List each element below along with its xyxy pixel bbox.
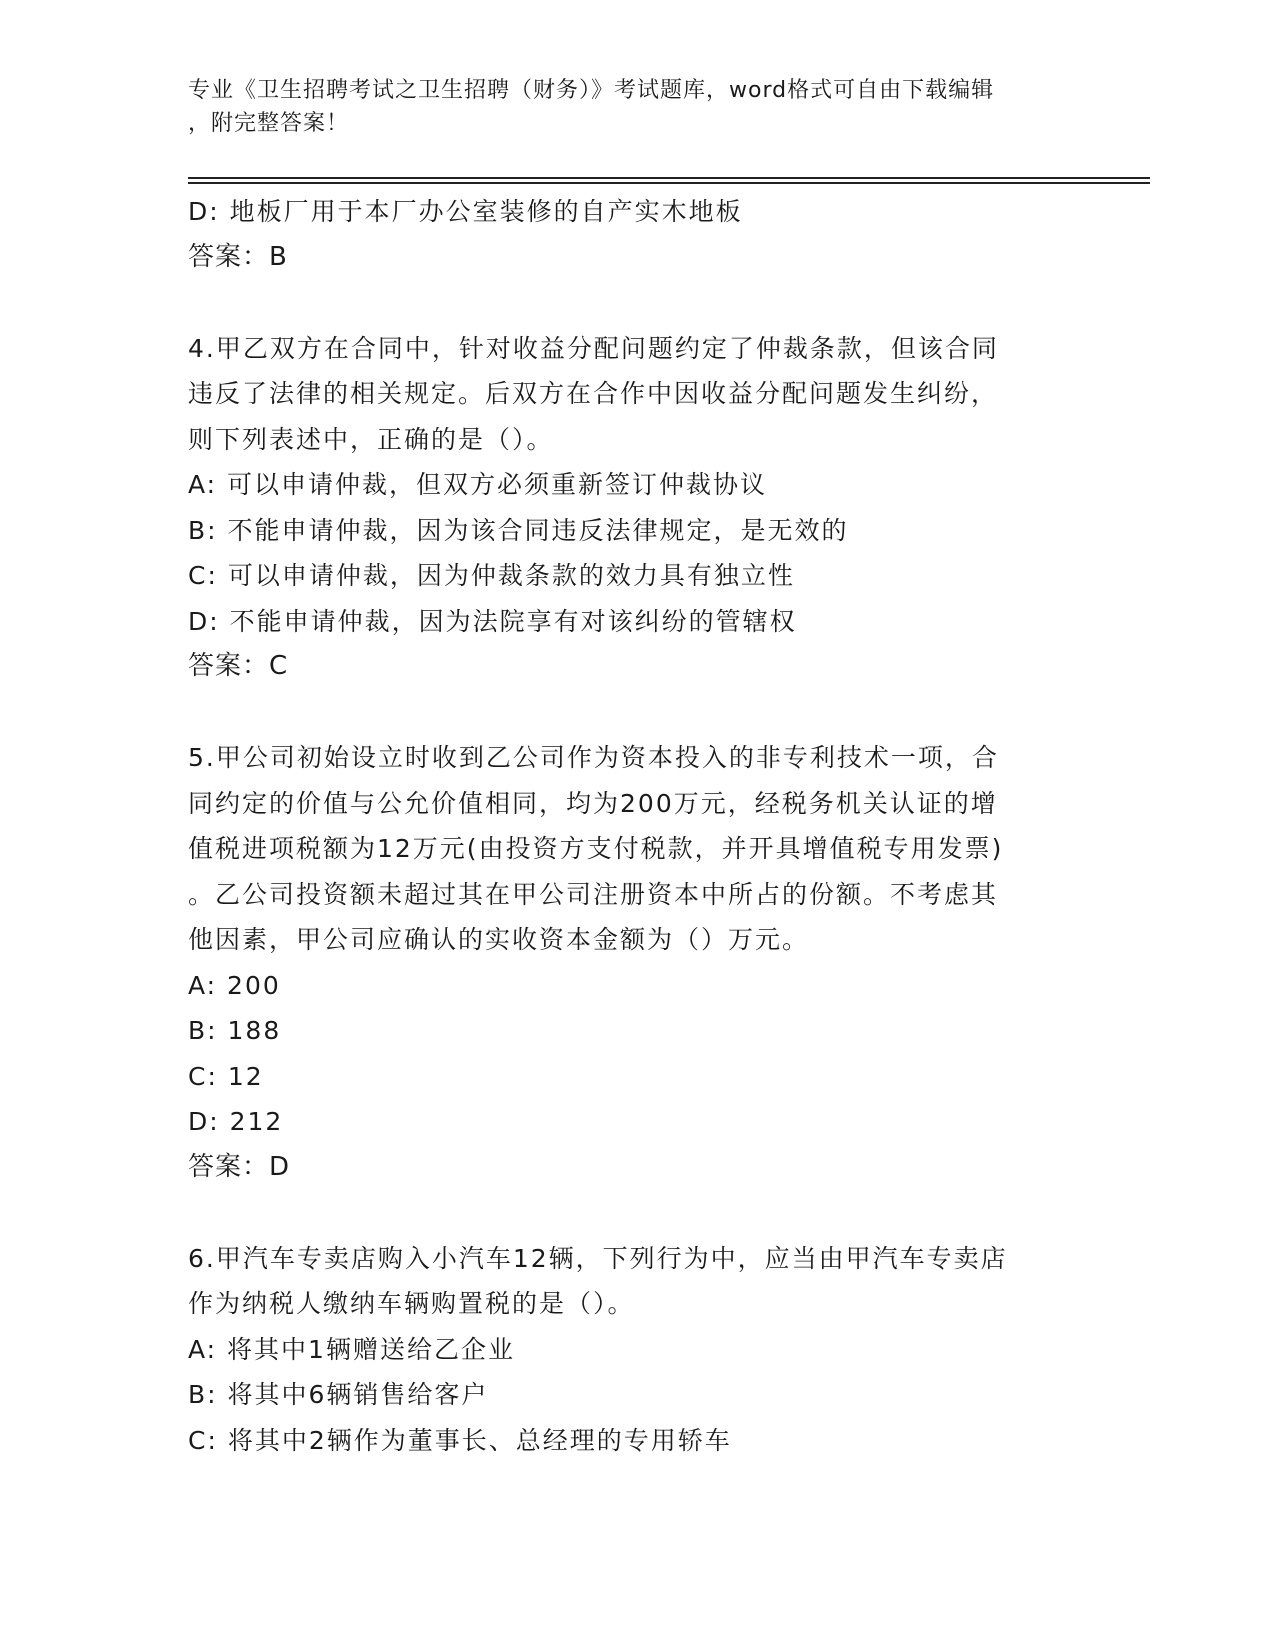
document-body <box>188 189 1088 1463</box>
question-3-tail <box>188 189 1088 280</box>
spacer <box>188 280 1088 326</box>
question-stem-line: 4.甲乙双方在合同中，针对收益分配问题约定了仲裁条款，但该合同 <box>188 333 999 363</box>
spacer <box>188 1190 1088 1236</box>
header-divider-top <box>188 177 1150 179</box>
option-c: C: 可以申请仲裁，因为仲裁条款的效力具有独立性 <box>188 561 795 590</box>
option-c: C: 12 <box>188 1061 264 1091</box>
document-header <box>188 74 1088 140</box>
option-d: D: 地板厂用于本厂办公室装修的自产实木地板 <box>188 197 743 226</box>
header-line-2: ，附完整答案！ <box>188 111 350 136</box>
answer-line: 答案：B <box>188 241 288 272</box>
question-stem-line: 则下列表述中，正确的是（）。 <box>188 424 554 454</box>
answer-line: 答案：D <box>188 1151 291 1182</box>
question-stem-line: 6.甲汽车专卖店购入小汽车12辆，下列行为中，应当由甲汽车专卖店 <box>188 1243 1008 1273</box>
question-stem-line: 值税进项税额为12万元(由投资方支付税款，并开具增值税专用发票) <box>188 834 1004 863</box>
spacer <box>188 690 1088 736</box>
header-line-1: 专业《卫生招聘考试之卫生招聘（财务）》考试题库，word格式可自由下载编辑 <box>188 78 995 103</box>
option-b: B: 不能申请仲裁，因为该合同违反法律规定，是无效的 <box>188 515 849 545</box>
option-c: C: 将其中2辆作为董事长、总经理的专用轿车 <box>188 1425 732 1455</box>
option-d: D: 不能申请仲裁，因为法院享有对该纠纷的管辖权 <box>188 606 797 636</box>
question-6 <box>188 1236 1088 1464</box>
option-b: B: 188 <box>188 1016 282 1045</box>
question-4 <box>188 326 1088 690</box>
option-a: A: 可以申请仲裁，但双方必须重新签订仲裁协议 <box>188 470 768 499</box>
option-d: D: 212 <box>188 1107 284 1136</box>
answer-line: 答案：C <box>188 651 289 681</box>
option-a: A: 200 <box>188 970 281 1000</box>
header-divider-bottom <box>188 182 1150 184</box>
option-b: B: 将其中6辆销售给客户 <box>188 1380 489 1409</box>
question-stem-line: 。乙公司投资额未超过其在甲公司注册资本中所占的份额。不考虑其 <box>188 879 999 909</box>
question-stem-line: 5.甲公司初始设立时收到乙公司作为资本投入的非专利技术一项，合 <box>188 743 999 772</box>
question-stem-line: 同约定的价值与公允价值相同，均为200万元，经税务机关认证的增 <box>188 788 998 818</box>
question-stem-line: 他因素，甲公司应确认的实收资本金额为（）万元。 <box>188 925 810 954</box>
option-a: A: 将其中1辆赠送给乙企业 <box>188 1334 515 1364</box>
question-stem-line: 作为纳税人缴纳车辆购置税的是（）。 <box>188 1289 635 1318</box>
question-stem-line: 违反了法律的相关规定。后双方在合作中因收益分配问题发生纠纷， <box>188 379 999 408</box>
question-5 <box>188 735 1088 1190</box>
